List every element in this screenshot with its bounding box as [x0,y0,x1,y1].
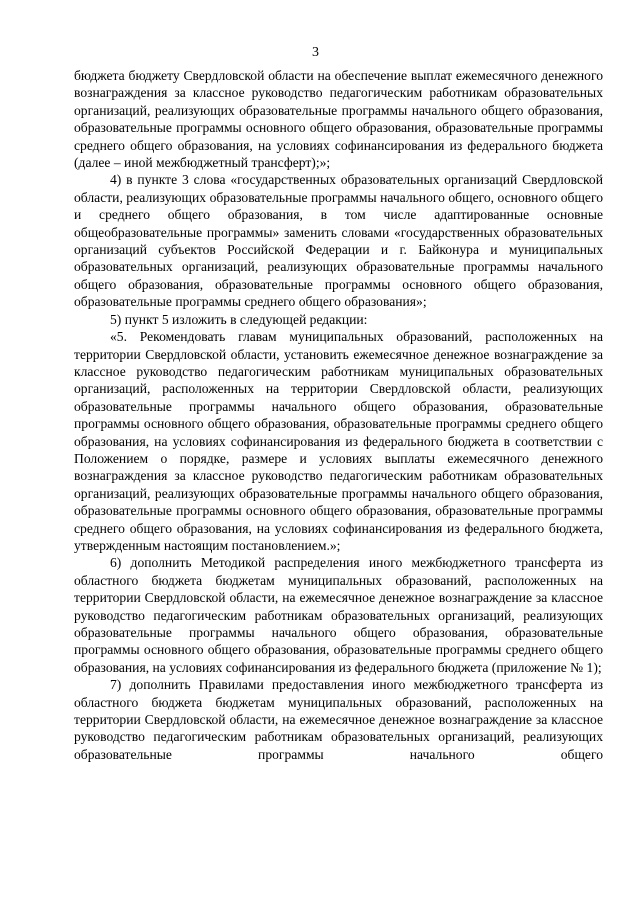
paragraph-item-6: 6) дополнить Методикой распределения иного межбюджетного трансферта из областного бюджета бюджетам муниципальных образований, расположенных на территории Свердловской области, на ежемесячное денежное вознаграждение за классное руководство педагогическим работникам образовательных организаций, реализующих образовательные программы начального общего образования, образовательные программы основного общего образования, образовательные программы среднего общего образования, на условиях софинансирования из федерального бюджета (приложение № 1); [74,555,603,675]
paragraph-item-7: 7) дополнить Правилами предоставления иного межбюджетного трансферта из областного бюджета бюджетам муниципальных образований, расположенных на территории Свердловской области, на ежемесячное денежное вознаграждение за классное руководство педагогическим работникам образовательных организаций, реализующих образовательные программы начального общего [74,677,603,762]
paragraph-item-5: 5) пункт 5 изложить в следующей редакции: [110,311,368,327]
paragraph-quoted-item-5: «5. Рекомендовать главам муниципальных образований, расположенных на территории Свердловской области, установить ежемесячное денежное вознаграждение за классное руководство педагогическим работникам муниципальных образовательных организаций, расположенных на территории Свердловской области, реализующих образовательные программы начального общего образования, образовательные программы основного общего образования, образовательные программы среднего общего образования, на условиях софинансирования из федерального бюджета в соответствии с Положением о порядке, размере и условиях выплаты ежемесячного денежного вознаграждения за классное руководство педагогическим работникам образовательных организаций, реализующих образовательные программы начального общего образования, образовательные программы основного общего образования, образовательные программы среднего общего образования, на условиях софинансирования из федерального бюджета, утвержденным настоящим постановлением.»; [74,329,603,553]
paragraph-continuation: бюджета бюджету Свердловской области на обеспечение выплат ежемесячного денежного вознаграждения за классное руководство педагогическим работникам образовательных организаций, реализующих образовательные программы начального общего образования, образовательные программы основного общего образования, образовательные программы среднего общего образования, на условиях софинансирования из федерального бюджета (далее – иной межбюджетный трансферт);»; [74,68,603,171]
paragraph-item-4: 4) в пункте 3 слова «государственных образовательных организаций Свердловской области, реализующих образовательные программы начального общего, основного общего и среднего общего образования, в том числе адаптированные основные общеобразовательные программы» заменить словами «государственных образовательных организаций субъектов Российской Федерации и г. Байконура и муниципальных образовательных организаций, реализующих образовательные программы начального общего образования, образовательные программы основного общего образования, образовательные программы среднего общего образования»; [74,172,603,310]
document-body [74,67,603,763]
page-number: 3 [312,45,319,60]
